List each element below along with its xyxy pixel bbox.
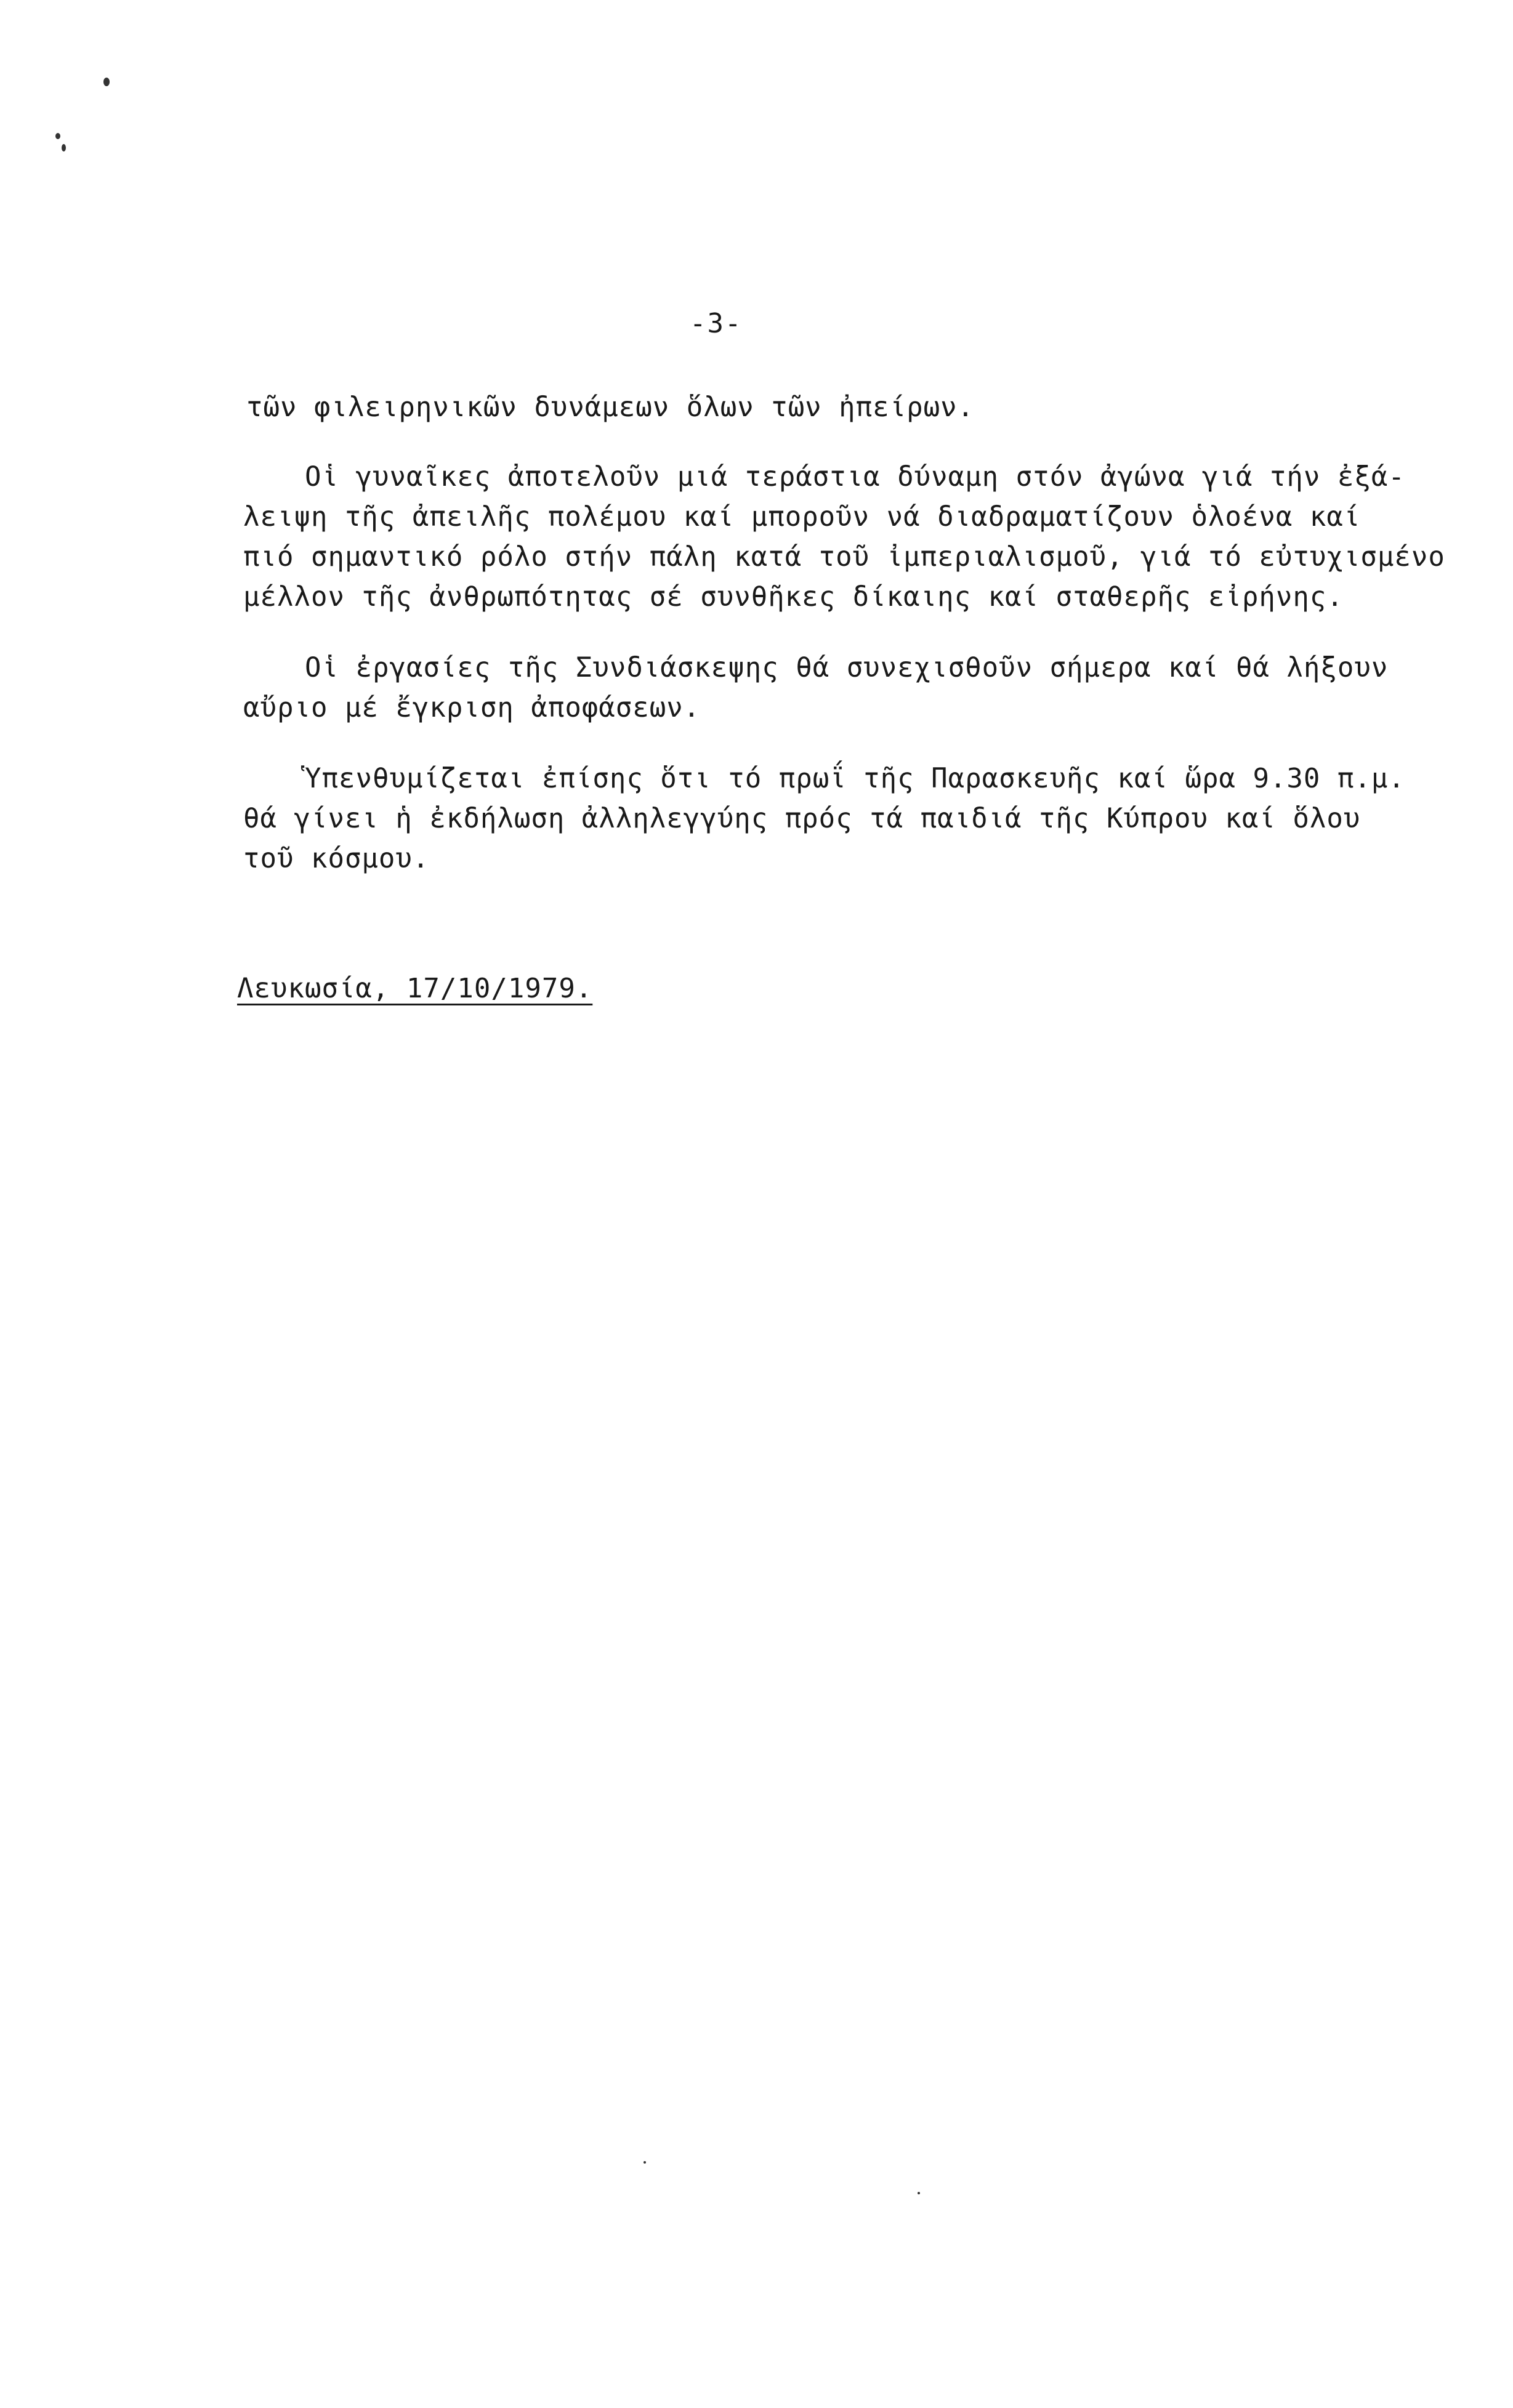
- paragraph-line: μέλλον τῆς ἀνθρωπότητας σέ συνθῆκες δίκαιης καί σταθερῆς εἰρήνης.: [243, 581, 1344, 613]
- scan-speck: [62, 144, 66, 151]
- paragraph-line: τῶν φιλειρηνικῶν δυνάμεων ὅλων τῶν ἠπείρων.: [246, 392, 975, 423]
- scan-speck: [103, 78, 110, 86]
- scan-speck: [644, 2161, 646, 2164]
- dateline: Λευκωσία, 17/10/1979.: [237, 973, 593, 1004]
- paragraph-line: Οἱ γυναῖκες ἀποτελοῦν μιά τεράστια δύναμη στόν ἀγώνα γιά τήν ἐξά-: [305, 461, 1405, 493]
- paragraph-line: Ὑπενθυμίζεται ἐπίσης ὅτι τό πρωΐ τῆς Παρασκευῆς καί ὥρα 9.30 π.μ.: [305, 763, 1405, 794]
- paragraph-line: θά γίνει ἡ ἐκδήλωση ἀλληλεγγύης πρός τά παιδιά τῆς Κύπρου καί ὅλου: [243, 803, 1361, 834]
- paragraph-line: πιό σημαντικό ρόλο στήν πάλη κατά τοῦ ἰμπεριαλισμοῦ, γιά τό εὐτυχισμένο: [243, 541, 1445, 573]
- paragraph-line: τοῦ κόσμου.: [243, 843, 430, 874]
- paragraph-line: λειψη τῆς ἀπειλῆς πολέμου καί μποροῦν νά διαδραματίζουν ὁλοένα καί: [243, 501, 1361, 533]
- scan-speck: [918, 2192, 920, 2194]
- scan-speck: [55, 133, 60, 139]
- paragraph-line: αὔριο μέ ἔγκριση ἀποφάσεων.: [243, 692, 701, 723]
- paragraph-line: Οἱ ἐργασίες τῆς Συνδιάσκεψης θά συνεχισθοῦν σήμερα καί θά λήξουν: [305, 652, 1389, 683]
- page-number: -3-: [690, 308, 743, 339]
